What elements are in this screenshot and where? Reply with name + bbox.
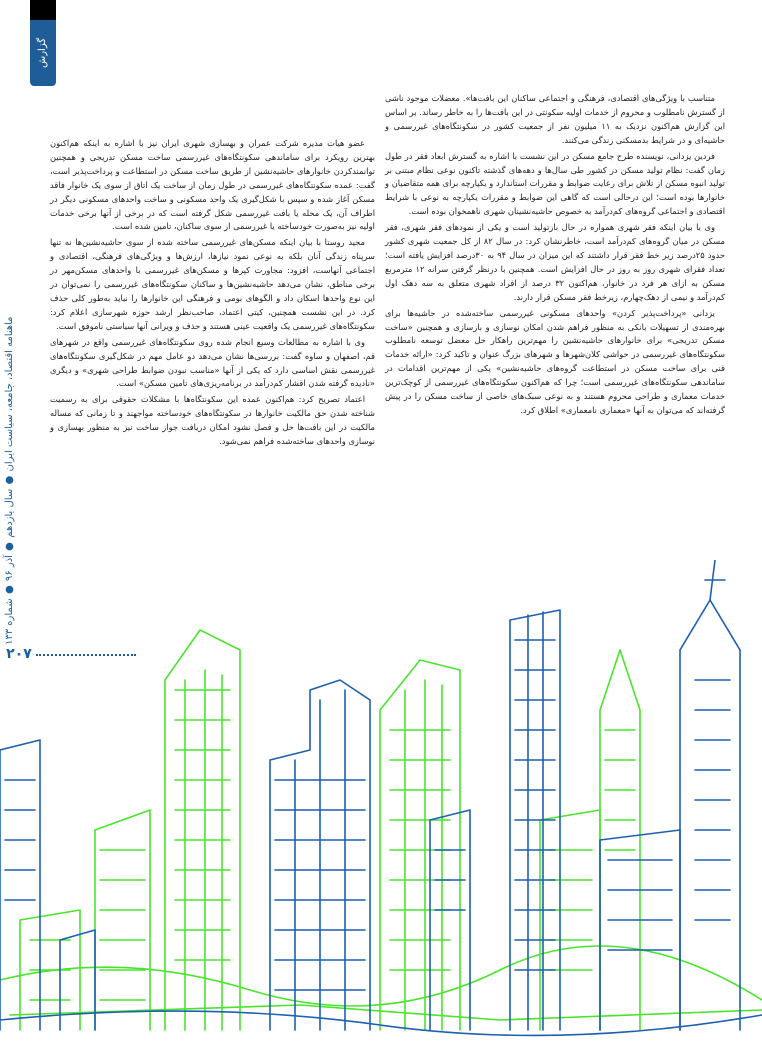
paragraph: اعتماد تصریح کرد: هم‌اکنون عمده این سکونتگاه‌ها با مشکلات حقوقی برای به رسمیت شناخته شدن حق مالکیت خانوارها در سکونتگاه‌های خودساخته مواجهند و تا زمانی که مساله مالکیت در این بافت‌ها حل و فصل نشود امکان دریافت جواز ساخت نیز به منظور بهسازی و نوسازی واحدهای ساخته‌شده فراهم نمی‌شود. xyxy=(50,394,375,447)
paragraph: یزدانی «پرداخت‌پذیر کردن» واحدهای مسکونی غیررسمی ساخته‌شده در حاشیه‌ها برای بهره‌مندی از تسهیلات بانکی به منظور فراهم شدن امکان نوسازی و بازسازی و همچنین «ساخت مسکن تدریجی» برای خانوارهای حاشیه‌نشین را مهم‌ترین راهکار حل معضل توسعه نامطلوب سکونتگاه‌های غیررسمی در حواشی کلان‌شهرها و شهرهای بزرگ عنوان و تاکید کرد: «ارائه خدمات فنی برای ساخت مسکن در استطاعت گروه‌های حاشیه‌نشین» یکی از مهم‌ترین اقدامات در ساماندهی سکونتگاه‌های غیررسمی است؛ چرا که هم‌اکنون سکونتگاه‌های غیررسمی از کوچک‌ترین خدمات معماری و طراحی محروم هستند و به نوعی سبک‌های خاصی از ساخت مسکن را در پیش گرفته‌اند که می‌توان به آنها «معماری نامعماری» اطلاق کرد. xyxy=(385,307,725,415)
paragraph: وی با بیان اینکه فقر شهری همواره در حال بازتولید است و یکی از نمودهای فقر شهری، فقر مسکن در میان گروه‌های کم‌درآمد است، خاطرنشان کرد: در سال ۸۲ از کل جمعیت شهری کشور حدود ۲۵درصد زیر خط فقر قرار داشتند که این میزان در سال ۹۴ به ۳۰درصد افزایش یافته است؛ تعداد فقرای شهری روز به روز در حال افزایش است. همچنین با درنظر گرفتن سرانه ۱۲ مترمربع مسکن به ازای هر فرد در خانوار، هم‌اکنون ۳۲ درصد از افراد شهری متعلق به سه دهک اول کم‌درآمد و نیمی از دهک‌چهارم، زیرخط فقر مسکن قرار دارند. xyxy=(385,222,726,302)
paragraph: عضو هیات مدیره شرکت عمران و بهسازی شهری ایران نیز با اشاره به اینکه هم‌اکنون بهترین رویکرد برای ساماندهی سکونتگاه‌های غیررسمی ساخت مسکن تدریجی و همچنین توانمندکردن خانوارهای حاشیه‌نشین از طریق ساخت مسکن در استطاعت و پرداخت‌پذیر است، گفت: عمده سکونتگاه‌های غیررسمی در طول زمان از ساخت یک اتاق از سوی یک خانوار فاقد مسکن آغاز شده و سپس با شکل‌گیری یک واحد مسکونی و ساخت واحدهای مسکونی دیگر در اطراف آن، یک محله یا بافت غیررسمی شکل گرفته است که در برخی از آنها برخی خدمات اولیه نیز به‌صورت خودساخته یا غیررسمی از سوی ساکنان، تامین شده است. xyxy=(50,138,375,232)
top-black-bar xyxy=(30,0,56,20)
paragraph: مجید روستا با بیان اینکه مسکن‌های غیررسمی ساخته شده از سوی حاشیه‌نشین‌ها نه تنها سرپناه زندگی آنان بلکه به نوعی نمود نیازها، ارزش‌ها و ویژگی‌های فرهنگی، اقتصادی و اجتماعی آنهاست، افزود: مجاورت کپرها و مسکن‌های غیررسمی با واحدهای مسکن‌مهر در برخی مناطق، نشان می‌دهد حاشیه‌نشین‌ها و ساکنان سکونتگاه‌های غیررسمی را نمی‌توان در این نوع واحدها اسکان داد و الگوهای بومی و فرهنگی این خانوارها را نباید به‌طور کلی حذف کرد. در این نشست همچنین، کیتی اعتماد، صاحب‌نظر ارشد حوزه شهرسازی اعلام کرد: سکونتگاه‌های غیررسمی یک واقعیت عینی هستند و حذف و ویرانی آنها سیاستی ناموفق است. xyxy=(50,237,375,331)
paragraph: فردین یزدانی، نویسنده طرح جامع مسکن در این نشست با اشاره به گسترش ابعاد فقر در طول زمان گفت: نظام تولید مسکن در کشور طی سال‌ها و دهه‌های گذشته تاکنون نوعی نظام مبتنی بر تولید انبوه مسکن از تلاش برای رعایت ضوابط و مقررات استاندارد و یکپارچه برای همه متقاضیان و خانوارها بوده است؛ این درحالی است که گاهی این ضوابط و مقررات یکپارچه به نوعی با شرایط اقتصادی و اجتماعی گروه‌های کم‌درآمد به خصوص حاشیه‌نشینان شهری ناهمخوان بوده است. xyxy=(385,150,725,217)
city-skyline-sketch xyxy=(0,560,762,1045)
section-tab xyxy=(30,20,56,86)
green-buildings xyxy=(0,630,762,1030)
article-column-left xyxy=(50,137,375,582)
article-column-right xyxy=(385,92,725,542)
section-label: گزارش xyxy=(37,37,48,69)
issue-info: ماهنامه اقتصاد، جامعه، سیاست ایران ● سال یازدهم ● آذر ۹۶ ● شماره ۱۳۳ xyxy=(4,316,15,645)
paragraph: وی با اشاره به مطالعات وسیع انجام شده روی سکونتگاه‌های غیررسمی واقع در شهرهای قم، اصفهان و ساوه گفت: بررسی‌ها نشان می‌دهد دو عامل مهم در شکل‌گیری سکونتگاه‌های غیررسمی نقش اساسی دارد که یکی از آنها «مناسب نبودن ضوابط طراحی شهری» و دیگری «نادیده گرفته شدن اقشار کم‌درآمد در برنامه‌ریزی‌های تامین مسکن» است. xyxy=(50,336,375,389)
page-number: ۲۰۷ xyxy=(6,646,32,662)
paragraph: متناسب با ویژگی‌های اقتصادی، فرهنگی و اجتماعی ساکنان این بافت‌ها». معضلات موجود ناشی از گسترش نامطلوب و محروم از خدمات اولیه سکونتی در این بافت‌ها را به خاطر رساند. بر اساس این گزارش هم‌اکنون نزدیک به ۱۱ میلیون نفر از جمعیت کشور در سکونتگاه‌های غیررسمی و حاشیه‌ای و در شرایط بدمسکنی زندگی می‌کنند. xyxy=(385,93,725,145)
blue-buildings xyxy=(0,560,762,1035)
